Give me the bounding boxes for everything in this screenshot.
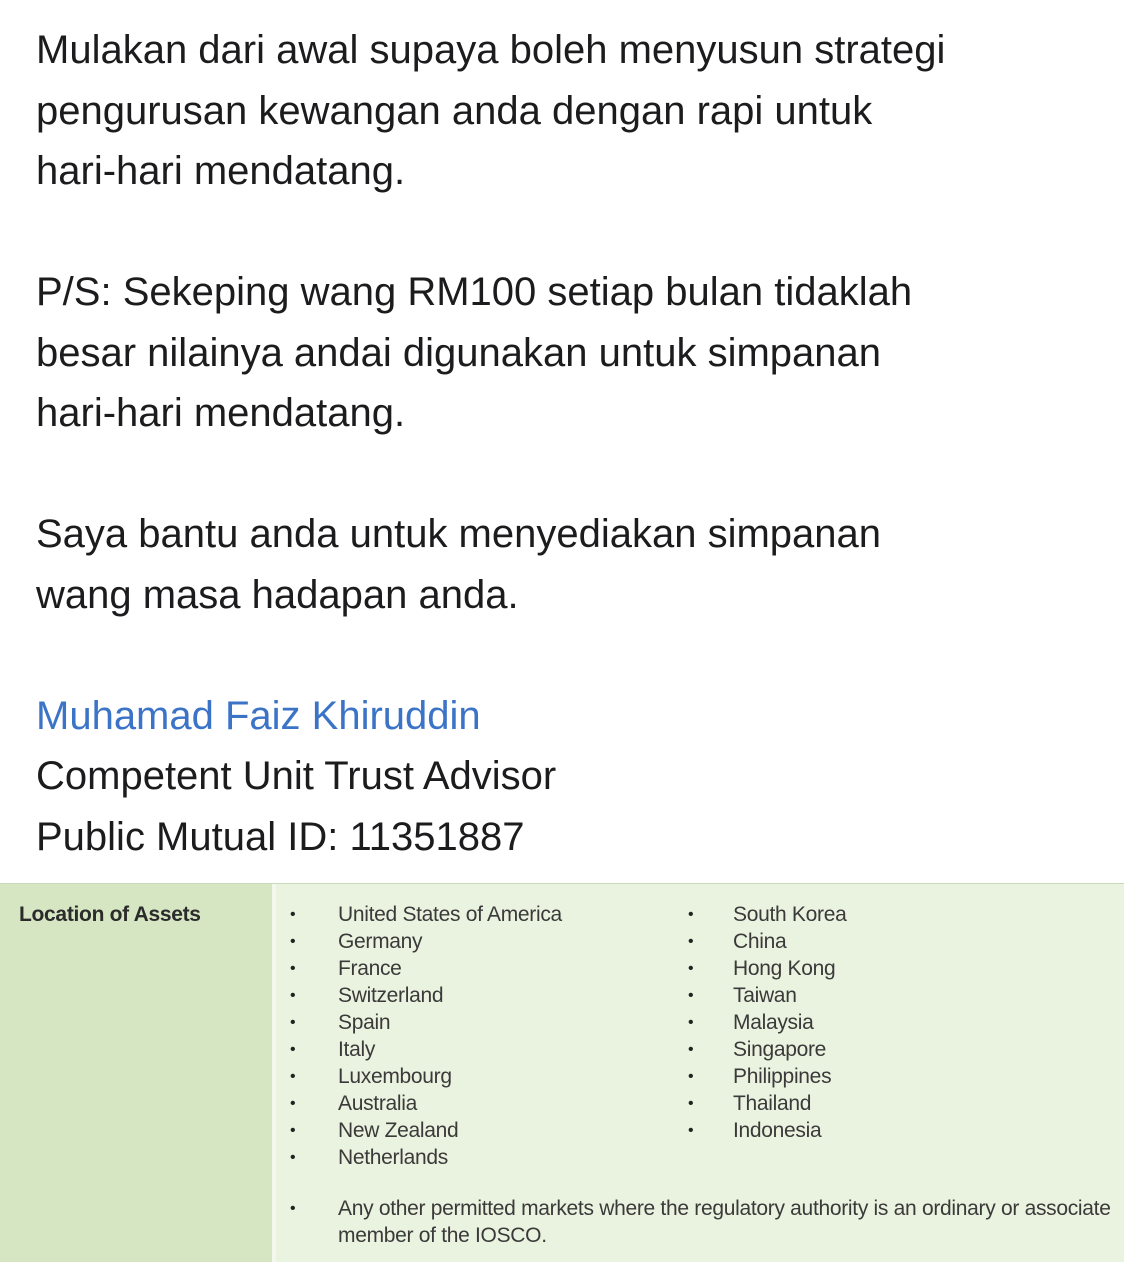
country-name: Netherlands [338,1146,448,1169]
country-item [290,955,562,982]
footnote-item [290,1195,1113,1249]
country-item [688,1117,846,1144]
country-name: Thailand [733,1092,812,1115]
bullet-icon: • [688,1122,694,1139]
bullet-icon: • [290,1014,296,1031]
author-id: Public Mutual ID: 11351887 [36,814,525,859]
bullet-icon: • [290,1068,296,1085]
country-name: Hong Kong [733,957,836,980]
country-name: Singapore [733,1038,827,1061]
country-name: Luxembourg [338,1065,452,1088]
footnote-text: Any other permitted markets where the regulatory authority is an ordinary or associate member of the IOSCO. [338,1197,1111,1247]
country-name: Germany [338,930,423,953]
country-name: Indonesia [733,1119,822,1142]
country-name: France [338,957,402,980]
country-name: China [733,930,787,953]
country-name: Philippines [733,1065,832,1088]
table-label: Location of Assets [19,903,201,926]
bullet-icon: • [688,1041,694,1058]
country-name: Taiwan [733,984,797,1007]
bullet-icon: • [290,987,296,1004]
country-name: United States of America [338,903,562,926]
country-item [290,928,562,955]
bullet-icon: • [688,987,694,1004]
bullet-icon: • [290,960,296,977]
country-name: Spain [338,1011,391,1034]
country-item [688,1036,846,1063]
bullet-icon: • [688,1014,694,1031]
country-name: Malaysia [733,1011,814,1034]
bullet-icon: • [290,1041,296,1058]
bullet-icon: • [290,906,296,923]
bullet-icon: • [290,1095,296,1112]
paragraph-gap [36,444,1096,505]
country-name: South Korea [733,903,847,926]
country-name: Switzerland [338,984,444,1007]
asset-location-table-image [0,883,1124,1262]
bullet-icon: • [688,1095,694,1112]
country-item [290,1117,562,1144]
paragraph-gap [36,202,1096,263]
country-item [290,1009,562,1036]
bullet-icon: • [688,1068,694,1085]
country-item [688,1063,846,1090]
post-body [36,20,1096,867]
country-item [290,1144,562,1171]
author-profile-link[interactable]: Muhamad Faiz Khiruddin [36,693,481,738]
country-item [290,1063,562,1090]
bullet-icon: • [688,906,694,923]
country-item [290,982,562,1009]
bullet-icon: • [290,1149,296,1166]
country-name: New Zealand [338,1119,459,1142]
author-title: Competent Unit Trust Advisor [36,754,557,798]
table-label-cell [0,884,276,1262]
bullet-icon: • [290,1122,296,1139]
bullet-icon: • [688,933,694,950]
country-name: Australia [338,1092,418,1115]
bullet-icon: • [688,960,694,977]
bullet-icon: • [290,933,296,950]
country-item [688,982,846,1009]
country-item [290,901,562,928]
country-item [688,1009,846,1036]
post-paragraph: P/S: Sekeping wang RM100 setiap bulan tidaklah besar nilainya andai digunakan untuk simpanan hari-hari mendatang. [36,270,913,435]
country-item [290,1090,562,1117]
right-country-list [688,901,847,1144]
post-paragraph: Mulakan dari awal supaya boleh menyusun strategi pengurusan kewangan anda dengan rapi untuk hari-hari mendatang. [36,28,946,193]
country-item [688,901,847,928]
country-item [688,1090,846,1117]
country-item [290,1036,562,1063]
post-paragraph: Saya bantu anda untuk menyediakan simpanan wang masa hadapan anda. [36,512,882,617]
country-item [688,928,846,955]
bullet-icon: • [290,1200,296,1217]
left-country-list [290,901,562,1171]
paragraph-gap [36,625,1096,686]
country-name: Italy [338,1038,376,1061]
country-item [688,955,846,982]
